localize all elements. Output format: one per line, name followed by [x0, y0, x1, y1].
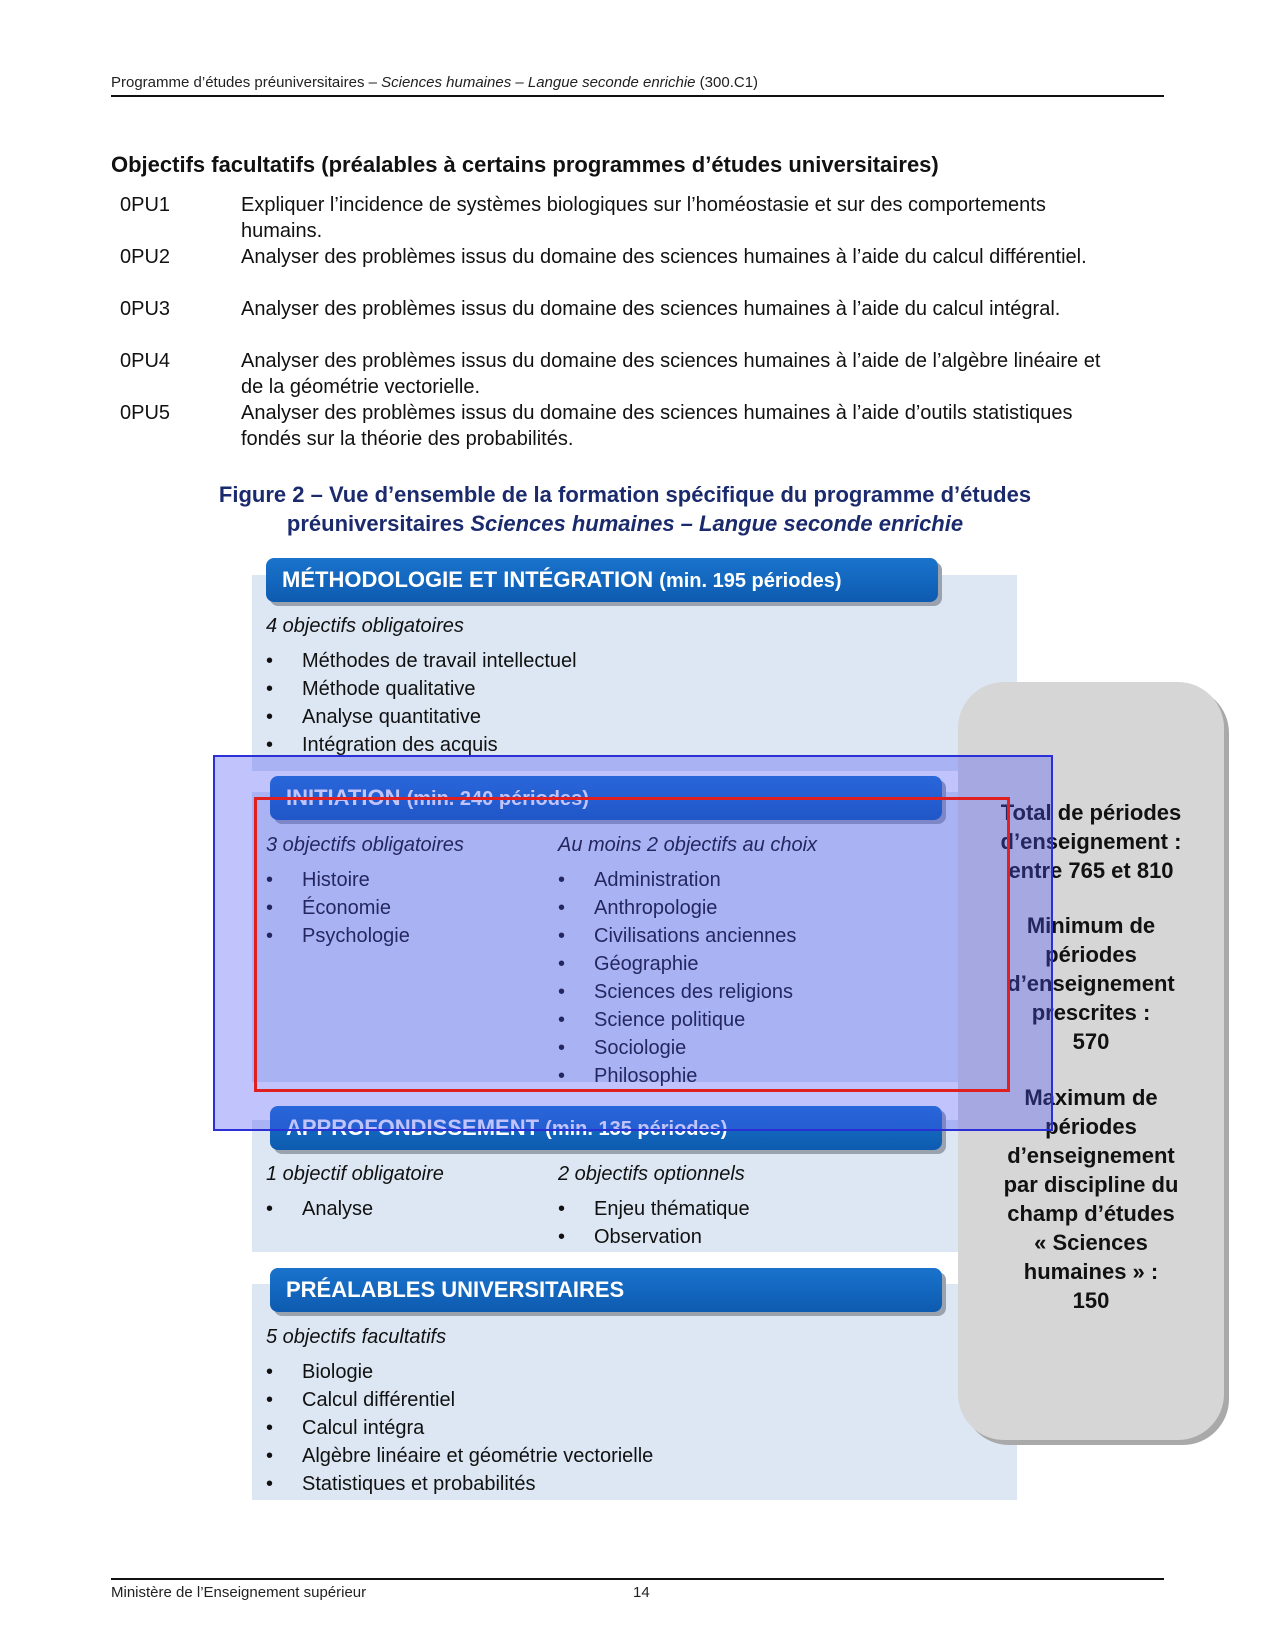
footer-text: Ministère de l’Enseignement supérieur [111, 1584, 367, 1601]
section-title: Objectifs facultatifs (préalables à certains programmes d’études universitaires) [111, 152, 939, 177]
approfondissement-right-subtitle: 2 objectifs optionnels [558, 1163, 745, 1185]
prealables-subtitle: 5 objectifs facultatifs [266, 1326, 447, 1348]
approfondissement-banner: APPROFONDISSEMENT (min. 135 périodes) [270, 1106, 942, 1150]
footer-rule [111, 1578, 1164, 1580]
maximum-periods: Maximum de périodes d’enseignement par discipline du champ d’études « Sciences humaines » : 150 [1003, 1085, 1179, 1313]
figure-title-line1: Figure 2 – Vue d’ensemble de la formation spécifique du programme d’études [218, 482, 1032, 507]
total-periods: Total de périodes d’enseignement : entre 765 et 810 [1000, 800, 1182, 883]
objective-text: Expliquer l’incidence de systèmes biologiques sur l’homéostasie et sur des comportements humains. [241, 194, 1046, 242]
figure-title [150, 480, 1100, 538]
objective-code: 0PU2 [120, 246, 171, 268]
objective-text: Analyser des problèmes issus du domaine des sciences humaines à l’aide du calcul intégral. [241, 298, 1061, 320]
objective-text: Analyser des problèmes issus du domaine des sciences humaines à l’aide d’outils statistiques fondés sur la théorie des probabilités. [241, 402, 1073, 450]
objective-code: 0PU3 [120, 298, 171, 320]
initiation-right-subtitle: Au moins 2 objectifs au choix [558, 834, 818, 856]
initiation-left-subtitle: 3 objectifs obligatoires [266, 834, 464, 856]
prealables-banner: PRÉALABLES UNIVERSITAIRES [270, 1268, 942, 1312]
header-rule [111, 95, 1164, 97]
figure-title-line2: préuniversitaires Sciences humaines – Langue seconde enrichie [286, 511, 964, 536]
objective-text: Analyser des problèmes issus du domaine des sciences humaines à l’aide de l’algèbre linéaire et de la géométrie vectorielle. [241, 350, 1101, 398]
methodologie-subtitle: 4 objectifs obligatoires [266, 615, 464, 637]
page-number: 14 [633, 1584, 650, 1601]
minimum-periods: Minimum de périodes d’enseignement prescrites : 570 [1007, 913, 1175, 1054]
highlight-rectangle[interactable] [254, 797, 1010, 1092]
objective-text: Analyser des problèmes issus du domaine des sciences humaines à l’aide du calcul différentiel. [241, 246, 1087, 268]
initiation-banner: INITIATION (min. 240 périodes) [270, 776, 942, 820]
running-header: Programme d’études préuniversitaires – Sciences humaines – Langue seconde enrichie (300.C1) [111, 74, 759, 91]
objective-code: 0PU4 [120, 350, 171, 372]
objective-code: 0PU1 [120, 194, 171, 216]
objective-code: 0PU5 [120, 402, 171, 424]
methodologie-banner: MÉTHODOLOGIE ET INTÉGRATION (min. 195 périodes) [266, 558, 938, 602]
approfondissement-left-subtitle: 1 objectif obligatoire [266, 1163, 444, 1185]
